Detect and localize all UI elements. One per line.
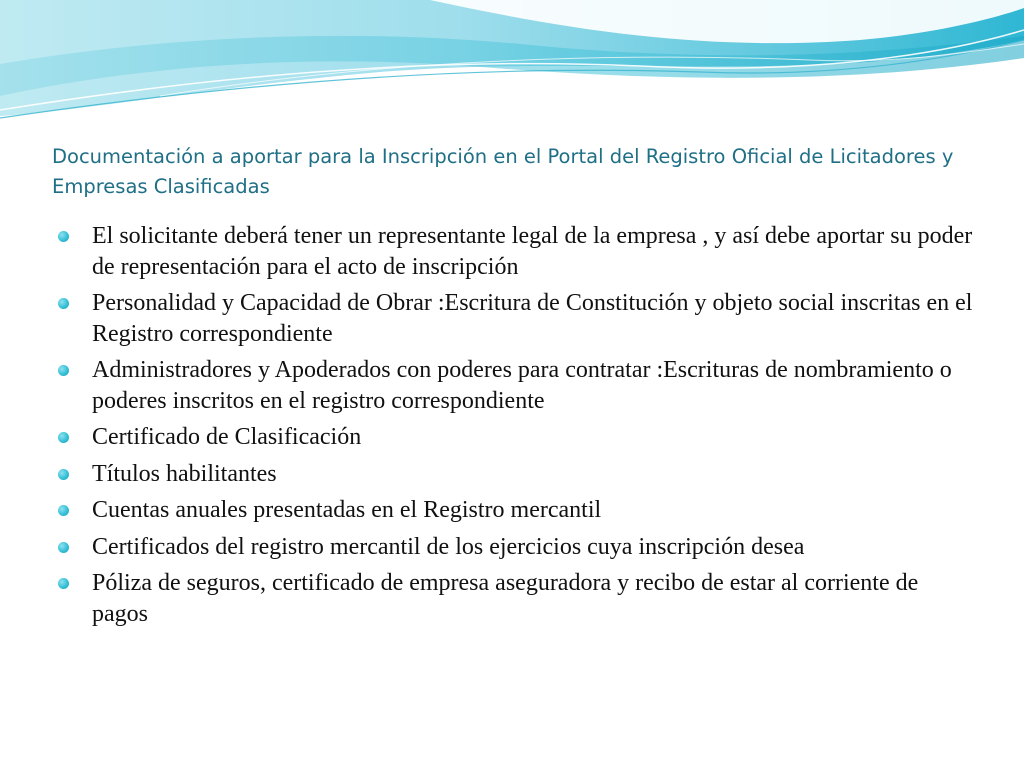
list-item (58, 221, 978, 282)
list-item-text: El solicitante deberá tener un representante legal de la empresa , y así debe aportar su poder de representación para el acto de inscripción (92, 223, 973, 280)
list-item (58, 355, 978, 416)
list-item (58, 422, 978, 453)
list-item (58, 495, 978, 526)
circle-bullet-icon (58, 231, 69, 242)
circle-bullet-icon (58, 298, 69, 309)
list-item (58, 532, 978, 563)
circle-bullet-icon (58, 469, 69, 480)
list-item (58, 568, 978, 629)
list-item-text: Personalidad y Capacidad de Obrar :Escritura de Constitución y objeto social inscritas en el Registro correspondiente (92, 290, 973, 347)
list-item-text: Certificados del registro mercantil de los ejercicios cuya inscripción desea (92, 533, 805, 560)
list-item-text: Certificado de Clasificación (92, 424, 362, 450)
bullet-list (58, 221, 978, 635)
slide-title: Documentación a aportar para la Inscripción en el Portal del Registro Oficial de Licitadores y Empresas Clasificadas (52, 145, 954, 198)
list-item (58, 459, 978, 490)
circle-bullet-icon (58, 432, 69, 443)
circle-bullet-icon (58, 578, 69, 589)
wave-header-decoration (0, 0, 1024, 130)
circle-bullet-icon (58, 542, 69, 553)
circle-bullet-icon (58, 365, 69, 376)
list-item-text: Cuentas anuales presentadas en el Registro mercantil (92, 497, 602, 523)
list-item-text: Títulos habilitantes (92, 460, 277, 487)
list-item-text: Administradores y Apoderados con poderes para contratar :Escrituras de nombramiento o poderes inscritos en el registro correspondiente (92, 357, 952, 414)
list-item-text: Póliza de seguros, certificado de empresa aseguradora y recibo de estar al corriente de pagos (92, 570, 919, 627)
list-item (58, 288, 978, 349)
circle-bullet-icon (58, 505, 69, 516)
